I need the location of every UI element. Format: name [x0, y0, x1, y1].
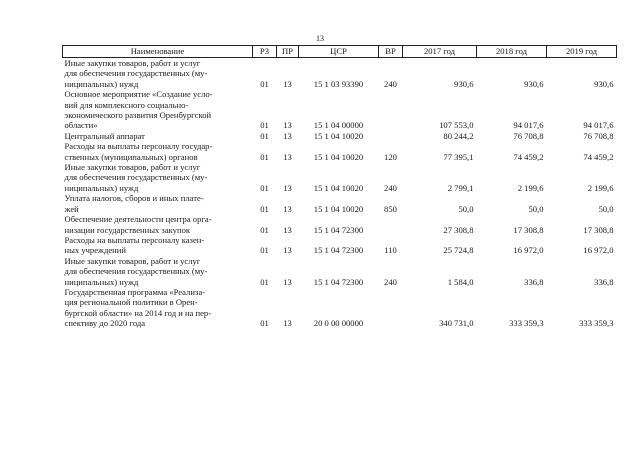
row-name [63, 214, 253, 235]
table-row [63, 131, 617, 141]
header-csr: ЦСР [299, 46, 379, 58]
cell-vr [379, 131, 403, 141]
row-name-line: ниципальных) нужд [64, 78, 139, 89]
row-name-line: Иные закупки товаров, работ и услуг [64, 162, 201, 173]
cell-rz: 01 [260, 224, 269, 235]
cell-csr: 15 1 04 72300 [313, 224, 364, 235]
cell-2017: 930,6 [454, 78, 474, 89]
row-name [63, 235, 253, 256]
cell-2017: 25 724,8 [443, 245, 474, 256]
cell-pr: 13 [283, 130, 292, 141]
cell-2019: 76 708,8 [583, 130, 614, 141]
table-row [63, 193, 617, 214]
cell-rz: 01 [260, 245, 269, 256]
cell-vr: 240 [384, 182, 397, 193]
header-2019: 2019 год [547, 46, 617, 58]
cell-2018: 16 972,0 [513, 245, 544, 256]
row-name-line: экономического развития Оренбургской [64, 110, 212, 121]
row-name-line: Уплата налогов, сборов и иных плате- [64, 193, 204, 204]
header-2017: 2017 год [403, 46, 477, 58]
cell-2019: 94 017,6 [583, 120, 614, 131]
row-name [63, 256, 253, 287]
cell-2019: 50,0 [598, 203, 614, 214]
row-name [63, 141, 253, 162]
cell-csr: 15 1 04 10020 [313, 203, 364, 214]
row-name [63, 89, 253, 131]
cell-2019: 336,8 [594, 276, 614, 287]
cell-vr: 850 [384, 203, 397, 214]
cell-rz: 01 [260, 318, 269, 329]
row-name-line: низации государственных закупок [64, 224, 191, 235]
row-name-line: ниципальных) нужд [64, 276, 139, 287]
table-row [63, 287, 617, 329]
cell-2018: 94 017,6 [513, 120, 544, 131]
cell-2018: 2 199,6 [517, 182, 544, 193]
cell-2019: 930,6 [594, 78, 614, 89]
table-row [63, 89, 617, 131]
cell-2018: 76 708,8 [513, 130, 544, 141]
row-name-line: жей [64, 203, 79, 214]
header-vr: ВР [379, 46, 403, 58]
row-name-line: ственных (муниципальных) органов [64, 151, 198, 162]
row-name-line: Обеспечение деятельности центра орга- [64, 214, 212, 225]
cell-rz: 01 [260, 182, 269, 193]
row-name [63, 58, 253, 90]
table-row [63, 58, 617, 90]
row-name-line: области» [64, 120, 98, 131]
row-name-line: ция региональной политики в Орен- [64, 297, 198, 308]
cell-csr: 15 1 04 72300 [313, 245, 364, 256]
cell-vr: 240 [384, 276, 397, 287]
budget-table [62, 45, 617, 329]
header-name: Наименование [63, 46, 253, 58]
cell-vr: 120 [384, 151, 397, 162]
cell-vr [379, 287, 403, 329]
cell-2018: 336,8 [524, 276, 544, 287]
cell-csr: 20 0 00 00000 [313, 318, 364, 329]
cell-pr: 13 [283, 245, 292, 256]
cell-pr: 13 [283, 318, 292, 329]
row-name-line: спективу до 2020 года [64, 318, 146, 329]
header-pr: ПР [277, 46, 299, 58]
cell-2017: 2 799,1 [447, 182, 474, 193]
row-name [63, 287, 253, 329]
cell-2019: 2 199,6 [587, 182, 614, 193]
table-row [63, 235, 617, 256]
cell-2017: 340 731,0 [439, 318, 474, 329]
cell-rz: 01 [260, 276, 269, 287]
cell-rz: 01 [260, 203, 269, 214]
table-body [63, 58, 617, 329]
cell-vr: 110 [384, 245, 397, 256]
row-name-line: Иные закупки товаров, работ и услуг [64, 58, 201, 68]
cell-2017: 77 395,1 [443, 151, 474, 162]
row-name-line: Иные закупки товаров, работ и услуг [64, 255, 201, 266]
cell-2018: 50,0 [528, 203, 544, 214]
cell-csr: 15 1 04 00000 [313, 120, 364, 131]
cell-2017: 107 553,0 [439, 120, 474, 131]
cell-rz: 01 [260, 130, 269, 141]
cell-csr: 15 1 04 10020 [313, 130, 364, 141]
cell-rz: 01 [260, 78, 269, 89]
row-name-line: Основное мероприятие «Создание усло- [64, 89, 213, 100]
cell-2017: 50,0 [458, 203, 474, 214]
cell-pr: 13 [283, 151, 292, 162]
row-name-line: Государственная программа «Реализа- [64, 286, 206, 297]
cell-pr: 13 [283, 120, 292, 131]
cell-2017: 27 308,8 [443, 224, 474, 235]
header-rz: РЗ [253, 46, 277, 58]
cell-vr [379, 214, 403, 235]
table-row [63, 162, 617, 193]
row-name-line: для обеспечения государственных (му- [64, 266, 208, 277]
cell-2019: 16 972,0 [583, 245, 614, 256]
cell-2017: 1 584,0 [447, 276, 474, 287]
row-name-line: бургской области» на 2014 год и на пер- [64, 307, 212, 318]
cell-2019: 17 308,8 [583, 224, 614, 235]
cell-vr: 240 [384, 78, 397, 89]
cell-2018: 17 308,8 [513, 224, 544, 235]
row-name-line: ниципальных) нужд [64, 182, 139, 193]
table-header-row [63, 46, 617, 58]
row-name-line: вий для комплексного социально- [64, 99, 189, 110]
row-name [63, 131, 253, 141]
row-name [63, 193, 253, 214]
table-row [63, 214, 617, 235]
row-name-line: для обеспечения государственных (му- [64, 68, 208, 79]
table-row [63, 256, 617, 287]
cell-csr: 15 1 04 10020 [313, 151, 364, 162]
cell-pr: 13 [283, 224, 292, 235]
cell-pr: 13 [283, 203, 292, 214]
header-2018: 2018 год [477, 46, 547, 58]
cell-2019: 74 459,2 [583, 151, 614, 162]
cell-csr: 15 1 04 72300 [313, 276, 364, 287]
cell-rz: 01 [260, 120, 269, 131]
row-name-line: Расходы на выплаты персоналу государ- [64, 141, 213, 152]
cell-pr: 13 [283, 276, 292, 287]
row-name-line: Расходы на выплаты персоналу казен- [64, 234, 205, 245]
cell-vr [379, 89, 403, 131]
row-name-line: Центральный аппарат [64, 130, 145, 141]
cell-2017: 80 244,2 [443, 130, 474, 141]
cell-rz: 01 [260, 151, 269, 162]
page-number: 13 [316, 34, 324, 43]
cell-2019: 333 359,3 [579, 318, 614, 329]
row-name-line: ных учреждений [64, 245, 126, 256]
table-row [63, 141, 617, 162]
cell-csr: 15 1 03 93390 [313, 78, 364, 89]
row-name-line: для обеспечения государственных (му- [64, 172, 208, 183]
cell-2018: 930,6 [524, 78, 544, 89]
cell-pr: 13 [283, 78, 292, 89]
cell-2018: 74 459,2 [513, 151, 544, 162]
cell-pr: 13 [283, 182, 292, 193]
cell-csr: 15 1 04 10020 [313, 182, 364, 193]
row-name [63, 162, 253, 193]
cell-2018: 333 359,3 [509, 318, 544, 329]
